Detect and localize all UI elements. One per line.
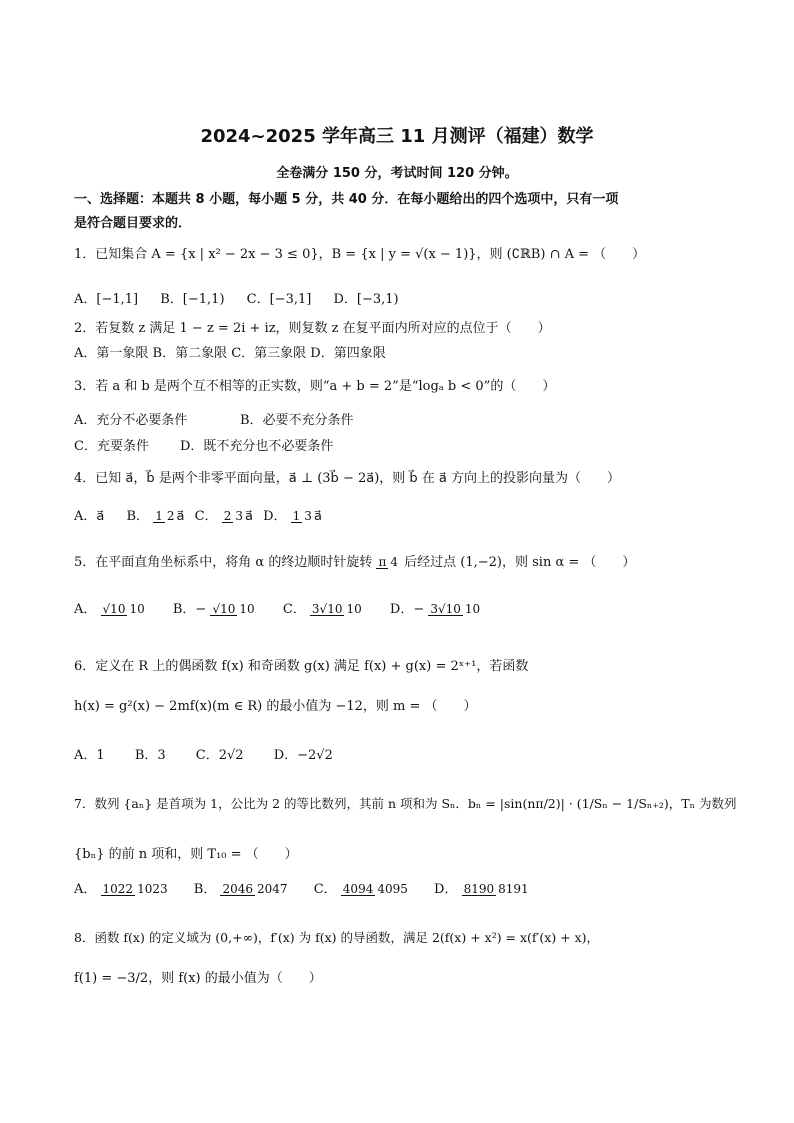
q7-option-a-label: A． (74, 882, 97, 897)
q4-option-d-label: D． (263, 509, 287, 524)
q2-stem: 2．若复数 z 满足 1 − z = 2i + iz，则复数 z 在复平面内所对应的点位于（ ） (74, 321, 551, 336)
q6-stem-line1: 6．定义在 R 上的偶函数 f(x) 和奇函数 g(x) 满足 f(x) + g(x) = 2ˣ⁺¹，若函数 (74, 659, 529, 674)
q1-option-a: A．[−1,1] (74, 292, 139, 307)
q4-option-c-label: C． (194, 509, 218, 524)
q1-stem: 1．已知集合 A = {x | x² − 2x − 3 ≤ 0}，B = {x | y = √(x − 1)}，则 (∁ℝB) ∩ A = （ ） (74, 247, 646, 262)
q7-option-c-label: C． (313, 882, 337, 897)
q5-stem: 5．在平面直角坐标系中，将角 α 的终边顺时针旋转 π 4 后经过点 (1,−2)，则 sin α = （ ） (74, 554, 636, 570)
q6-options (74, 744, 333, 763)
q7-option-d-frac: 8190 8191 (463, 881, 529, 896)
q7-option-b-frac: 2046 2047 (222, 881, 288, 896)
q5-option-c-label: C． (282, 602, 306, 617)
q3-option-a: A．充分不必要条件 (74, 413, 188, 428)
q5-options (74, 598, 482, 617)
exam-title: 2024~2025 学年高三 11 月测评（福建）数学 (200, 126, 594, 147)
section-heading-line1: 一、选择题：本题共 8 小题，每小题 5 分，共 40 分．在每小题给出的四个选项中，只有一项 (74, 192, 619, 207)
q6-option-a: A．1 (74, 748, 105, 763)
q3-option-d: D．既不充分也不必要条件 (180, 439, 334, 454)
q5-option-a-frac: √10 10 (102, 601, 145, 616)
q5-option-b-frac: √10 10 (212, 601, 255, 616)
q6-stem-line2: h(x) = g²(x) − 2mf(x)(m ∈ R) 的最小值为 −12，则 m = （ ） (74, 699, 477, 714)
q3-stem: 3．若 a 和 b 是两个互不相等的正实数，则“a + b = 2”是“logₐ b < 0”的（ ） (74, 379, 556, 394)
q5-option-d-label: D．− (389, 602, 425, 617)
q5-option-d-frac: 3√10 10 (430, 601, 481, 616)
q7-option-c-frac: 4094 4095 (342, 881, 408, 896)
q7-option-d-label: D． (434, 882, 458, 897)
q7-stem-line1: 7．数列 {aₙ} 是首项为 1，公比为 2 的等比数列，其前 n 项和为 Sₙ．bₙ = |sin(nπ/2)| · (1/Sₙ − 1/Sₙ₊₂)，Tₙ 为数列 (74, 796, 737, 811)
q3-option-c: C．充要条件 (74, 439, 149, 454)
q4-options: A．a⃗ B． 1 2 a⃗ C． 2 3 a⃗ D． 1 3 a⃗ (74, 505, 322, 524)
q2-options: A．第一象限 B．第二象限 C．第三象限 D．第四象限 (74, 346, 386, 361)
q7-option-a-frac: 1022 1023 (102, 881, 168, 896)
q5-stem-frac: π 4 (378, 554, 398, 569)
q4-option-b-label: B． (126, 509, 150, 524)
q7-options (74, 878, 531, 897)
q4-option-d-frac: 1 3 (292, 508, 312, 523)
q6-option-b: B．3 (134, 748, 166, 763)
q6-option-d: D．−2√2 (273, 748, 333, 763)
q1-option-d: D．[−3,1) (333, 292, 399, 307)
exam-subtitle: 全卷满分 150 分，考试时间 120 分钟。 (276, 166, 518, 181)
q1-options (74, 288, 399, 307)
q5-option-a-label: A． (74, 602, 97, 617)
q3-option-b: B．必要不充分条件 (240, 413, 354, 428)
q8-stem-line1: 8．函数 f(x) 的定义域为 (0,+∞)，f′(x) 为 f(x) 的导函数，满足 2(f(x) + x²) = x(f′(x) + x)， (74, 930, 600, 945)
q7-option-b-label: B． (193, 882, 217, 897)
q1-option-b: B．[−1,1) (160, 292, 225, 307)
q4-option-a: A．a⃗ (74, 509, 105, 524)
q6-option-c: C．2√2 (195, 748, 244, 763)
q4-option-c-frac: 2 3 (223, 508, 243, 523)
q5-option-c-frac: 3√10 10 (311, 601, 362, 616)
q4-option-b-frac: 1 2 (155, 508, 175, 523)
q4-stem: 4．已知 a⃗，b⃗ 是两个非零平面向量，a⃗ ⊥ (3b⃗ − 2a⃗)，则 b⃗ 在 a⃗ 方向上的投影向量为（ ） (74, 471, 621, 486)
q5-option-b-label: B．− (172, 602, 207, 617)
q1-option-c: C．[−3,1] (246, 292, 312, 307)
q8-stem-line2: f(1) = −3/2，则 f(x) 的最小值为（ ） (74, 971, 322, 986)
q7-stem-line2: {bₙ} 的前 n 项和，则 T₁₀ = （ ） (74, 847, 298, 862)
section-heading-line2: 是符合题目要求的． (74, 216, 192, 231)
